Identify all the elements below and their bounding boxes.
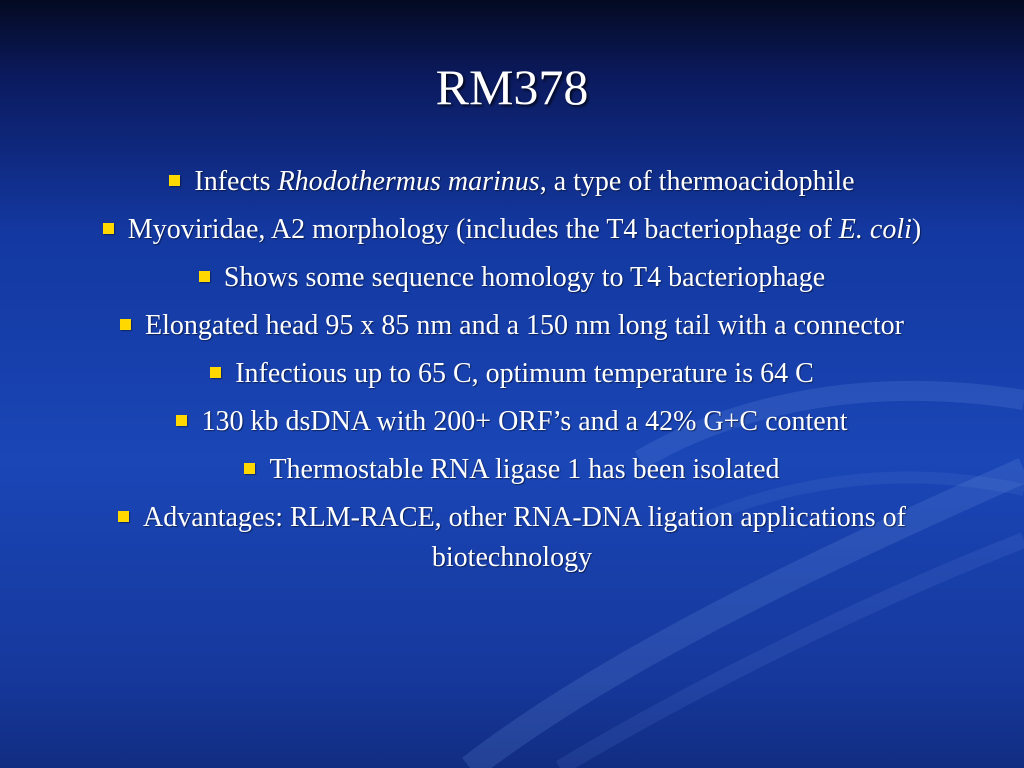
square-bullet-icon [176,415,187,426]
bullet-list [60,162,964,586]
square-bullet-icon [103,223,114,234]
bullet-text: Infects [194,166,278,197]
list-item [60,450,964,490]
square-bullet-icon [118,511,129,522]
bullet-text: Shows some sequence homology to T4 bacteriophage [223,262,826,293]
bullet-text: Elongated head 95 x 85 nm and a 150 nm long tail with a connector [145,310,904,341]
bullet-italic-text: Rhodothermus marinus [277,166,540,197]
list-item [60,498,964,578]
bullet-text: Myoviridae, A2 morphology (includes the T4 bacteriophage of [127,214,839,245]
list-item [60,210,964,250]
slide-title: RM378 [435,59,589,115]
square-bullet-icon [169,175,180,186]
bullet-text: 130 kb dsDNA with 200+ ORF’s and a 42% G+C content [201,406,848,437]
square-bullet-icon [120,319,131,330]
list-item [60,162,964,202]
list-item [60,258,964,298]
bullet-text: Infectious up to 65 C, optimum temperature is 64 C [235,358,814,389]
bullet-italic-text: E. coli [838,214,912,245]
list-item [60,402,964,442]
bullet-text: Thermostable RNA ligase 1 has been isolated [269,454,780,485]
square-bullet-icon [244,463,255,474]
list-item [60,306,964,346]
list-item [60,354,964,394]
square-bullet-icon [210,367,221,378]
square-bullet-icon [199,271,210,282]
bullet-text: Advantages: RLM-RACE, other RNA-DNA ligation applications of biotechnology [143,502,906,573]
bullet-text: , a type of thermoacidophile [539,166,855,197]
bullet-text: ) [911,214,922,245]
